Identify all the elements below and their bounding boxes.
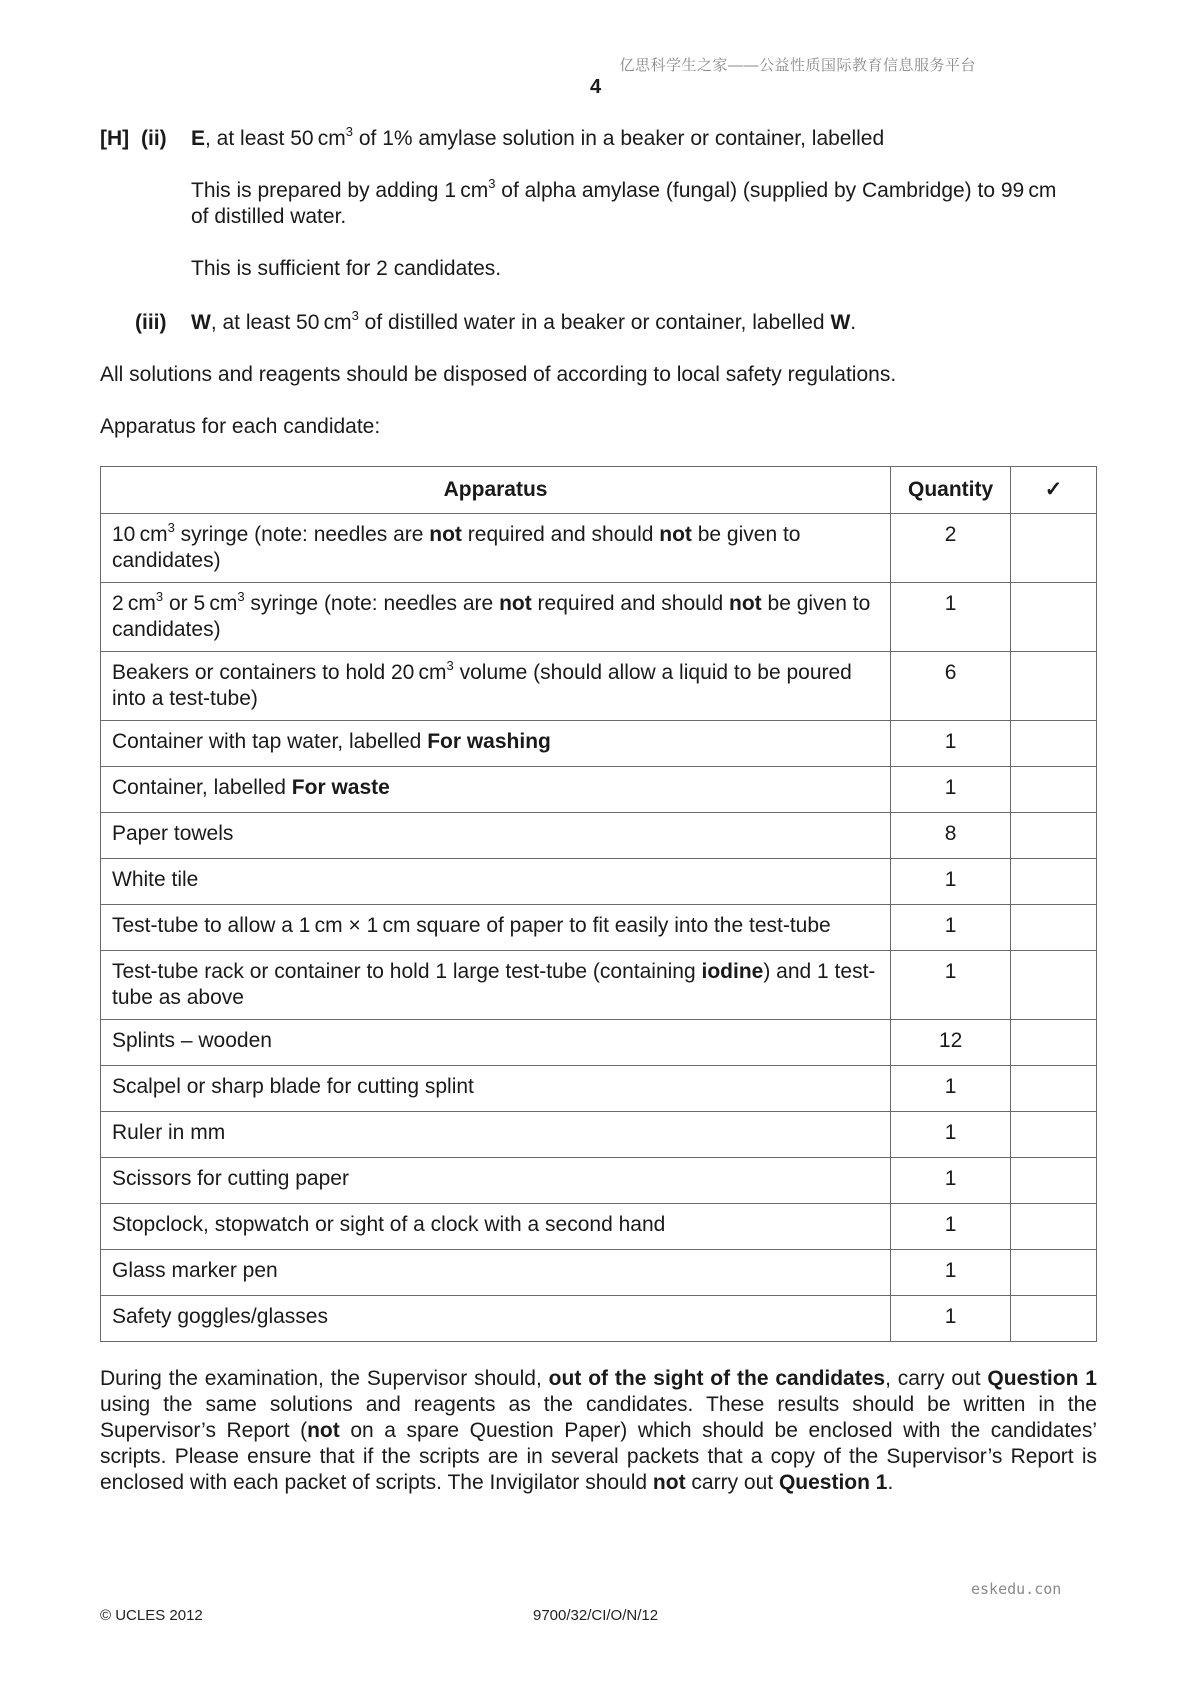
text-fragment: or 5 cm	[163, 592, 238, 615]
check-cell	[1011, 1066, 1097, 1112]
quantity-cell: 1	[891, 1204, 1011, 1250]
quantity-cell: 2	[891, 514, 1011, 583]
apparatus-table	[100, 466, 1097, 1342]
text-fragment: , carry out	[885, 1367, 988, 1390]
text-fragment: of distilled water in a beaker or container, labelled	[358, 311, 831, 334]
quantity-cell: 1	[891, 905, 1011, 951]
quantity-cell: 1	[891, 1066, 1011, 1112]
sufficiency-note: This is sufficient for 2 candidates.	[191, 257, 502, 280]
quantity-cell: 1	[891, 859, 1011, 905]
apparatus-intro: Apparatus for each candidate:	[100, 415, 381, 438]
text-fragment: volume (should allow a liquid to be poured into a test-tube)	[112, 661, 852, 710]
superscript: 3	[237, 589, 245, 604]
check-cell	[1011, 951, 1097, 1020]
text-fragment: 10 cm	[112, 523, 168, 546]
apparatus-cell: Safety goggles/glasses	[101, 1296, 891, 1342]
text-fragment: Container with tap water, labelled	[112, 730, 428, 753]
header-apparatus: Apparatus	[101, 467, 891, 514]
quantity-cell: 1	[891, 1158, 1011, 1204]
quantity-cell: 6	[891, 652, 1011, 721]
part-iii-line	[191, 310, 856, 336]
paper-code: 9700/32/CI/O/N/12	[533, 1607, 659, 1624]
apparatus-cell: Stopclock, stopwatch or sight of a clock with a second hand	[101, 1204, 891, 1250]
check-cell	[1011, 905, 1097, 951]
table-row	[101, 721, 1097, 767]
emphasis: not	[729, 592, 762, 615]
quantity-cell: 1	[891, 1112, 1011, 1158]
apparatus-cell: Ruler in mm	[101, 1112, 891, 1158]
check-cell	[1011, 1204, 1097, 1250]
text-fragment: be given to candidates)	[112, 592, 871, 641]
disposal-note: All solutions and reagents should be disposed of according to local safety regulations.	[100, 363, 897, 386]
table-row	[101, 583, 1097, 652]
emphasis: not	[307, 1419, 340, 1442]
apparatus-cell: Test-tube to allow a 1 cm × 1 cm square of paper to fit easily into the test-tube	[101, 905, 891, 951]
quantity-cell: 1	[891, 583, 1011, 652]
table-row	[101, 813, 1097, 859]
check-cell	[1011, 721, 1097, 767]
text-fragment: Container, labelled	[112, 776, 292, 799]
text-fragment: required and should	[531, 592, 730, 615]
text-fragment: of 1% amylase solution in a beaker or container, labelled	[353, 127, 885, 150]
table-row	[101, 1020, 1097, 1066]
emphasis: For washing	[427, 730, 551, 753]
table-row	[101, 1066, 1097, 1112]
watermark-text: 亿思科学生之家——公益性质国际教育信息服务平台	[619, 57, 976, 74]
table-header-row	[101, 467, 1097, 514]
table-row	[101, 1250, 1097, 1296]
check-cell	[1011, 652, 1097, 721]
text-fragment: 2 cm	[112, 592, 156, 615]
label-e: E	[191, 127, 206, 150]
table-row	[101, 767, 1097, 813]
apparatus-cell: Scissors for cutting paper	[101, 1158, 891, 1204]
text-fragment: .	[887, 1471, 894, 1494]
text-fragment: carry out	[685, 1471, 779, 1494]
preparation-line-2: of distilled water.	[191, 205, 347, 228]
part-h-label: [H]	[100, 127, 130, 150]
apparatus-cell	[101, 767, 891, 813]
check-cell	[1011, 1250, 1097, 1296]
check-cell	[1011, 514, 1097, 583]
superscript: 3	[155, 589, 164, 604]
apparatus-cell: Scalpel or sharp blade for cutting splint	[101, 1066, 891, 1112]
check-cell	[1011, 1296, 1097, 1342]
text-fragment: Beakers or containers to hold 20 cm	[112, 661, 447, 684]
label-w: W	[830, 311, 851, 334]
apparatus-cell: Glass marker pen	[101, 1250, 891, 1296]
check-cell	[1011, 813, 1097, 859]
apparatus-cell	[101, 721, 891, 767]
quantity-cell: 1	[891, 951, 1011, 1020]
table-row	[101, 514, 1097, 583]
supervisor-instructions	[100, 1366, 1097, 1496]
superscript: 3	[351, 308, 359, 323]
emphasis: not	[652, 1471, 686, 1494]
page-number: 4	[589, 76, 602, 98]
text-fragment: of alpha amylase (fungal) (supplied by Cambridge) to 99 cm	[495, 179, 1057, 202]
apparatus-cell	[101, 583, 891, 652]
check-cell	[1011, 583, 1097, 652]
apparatus-cell	[101, 652, 891, 721]
site-watermark: eskedu.con	[971, 1580, 1062, 1598]
text-fragment: This is prepared by adding 1 cm	[191, 179, 489, 202]
text-fragment: .	[850, 311, 857, 334]
header-quantity: Quantity	[891, 467, 1011, 514]
text-fragment: , at least 50 cm	[210, 311, 352, 334]
superscript: 3	[446, 658, 454, 673]
apparatus-cell: White tile	[101, 859, 891, 905]
part-ii-line	[191, 126, 884, 152]
emphasis: not	[429, 523, 462, 546]
apparatus-cell: Paper towels	[101, 813, 891, 859]
table-row	[101, 951, 1097, 1020]
table-row	[101, 1296, 1097, 1342]
check-cell	[1011, 767, 1097, 813]
emphasis: out of the sight of the candidates	[548, 1367, 886, 1390]
quantity-cell: 1	[891, 1296, 1011, 1342]
copyright: © UCLES 2012	[100, 1607, 203, 1624]
text-fragment: syringe (note: needles are	[174, 523, 430, 546]
table-row	[101, 1112, 1097, 1158]
text-fragment: on a spare Question Paper) which should be enclosed with the candidates’ scripts. Please ensure that if the scripts are in several packets that a copy of the Supervisor’s Report is enclosed with each packet of scripts. The Invigilator should	[100, 1419, 1097, 1494]
table-row	[101, 1204, 1097, 1250]
table-row	[101, 652, 1097, 721]
text-fragment: ) and 1 test-tube as above	[112, 960, 876, 1009]
emphasis: Question 1	[778, 1471, 888, 1494]
check-cell	[1011, 859, 1097, 905]
superscript: 3	[488, 176, 496, 191]
apparatus-cell	[101, 514, 891, 583]
check-cell	[1011, 1020, 1097, 1066]
emphasis: For waste	[291, 776, 390, 799]
text-fragment: be given to candidates)	[112, 523, 801, 572]
header-check: ✓	[1011, 467, 1097, 514]
emphasis: iodine	[701, 960, 764, 983]
check-cell	[1011, 1158, 1097, 1204]
text-fragment: using the same solutions and reagents as the candidates. These results should be written in the Supervisor’s Report (	[100, 1393, 1097, 1442]
apparatus-cell	[101, 951, 891, 1020]
superscript: 3	[345, 124, 354, 139]
table-row	[101, 1158, 1097, 1204]
table-row	[101, 859, 1097, 905]
check-cell	[1011, 1112, 1097, 1158]
quantity-cell: 1	[891, 767, 1011, 813]
quantity-cell: 1	[891, 721, 1011, 767]
superscript: 3	[167, 520, 175, 535]
text-fragment: syringe (note: needles are	[244, 592, 500, 615]
part-iii-label: (iii)	[135, 311, 167, 334]
emphasis: Question 1	[987, 1367, 1097, 1390]
emphasis: not	[499, 592, 532, 615]
table-row	[101, 905, 1097, 951]
emphasis: not	[659, 523, 692, 546]
apparatus-cell: Splints – wooden	[101, 1020, 891, 1066]
quantity-cell: 1	[891, 1250, 1011, 1296]
part-ii-label: (ii)	[141, 127, 167, 150]
quantity-cell: 12	[891, 1020, 1011, 1066]
text-fragment: , at least 50 cm	[205, 127, 346, 150]
text-fragment: Test-tube rack or container to hold 1 large test-tube (containing	[112, 960, 702, 983]
text-fragment: required and should	[461, 523, 660, 546]
text-fragment: During the examination, the Supervisor should,	[100, 1367, 549, 1390]
preparation-line-1	[191, 178, 1056, 204]
quantity-cell: 8	[891, 813, 1011, 859]
label-w: W	[191, 311, 211, 334]
